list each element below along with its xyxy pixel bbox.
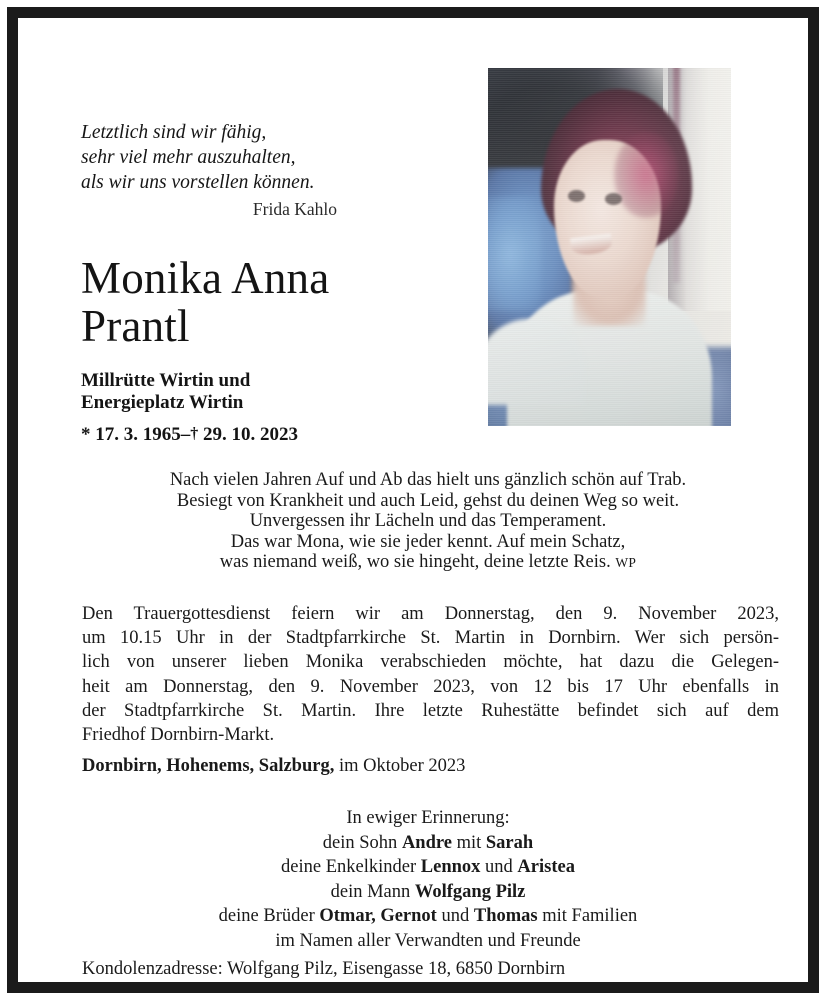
- poem-line-4: Das war Mona, wie sie jeder kennt. Auf mein Schatz,: [230, 531, 626, 552]
- family-entry-son: [78, 831, 778, 856]
- deceased-first-names: Monika Anna: [81, 253, 330, 303]
- service-info-line-3: lich von unserer lieben Monika verabschieden möchte, hat dazu die Gelegen-: [82, 652, 779, 673]
- service-info-line-2: um 10.15 Uhr in der Stadtpfarrkirche St. Martin in Dornbirn. Wer sich persön-: [82, 628, 779, 649]
- surviving-family-block: [78, 806, 778, 953]
- death-notice-frame: [7, 7, 819, 993]
- birth-symbol: *: [81, 424, 91, 445]
- mourning-date: im Oktober 2023: [338, 756, 466, 776]
- deceased-name: [81, 254, 481, 350]
- poem-line-5-wrap: [78, 552, 778, 574]
- service-info-line-5: der Stadtpfarrkirche St. Martin. Ihre letzte Ruhestätte befindet sich auf dem: [82, 700, 779, 721]
- deceased-subtitle-line-2: Energieplatz Wirtin: [81, 391, 244, 413]
- deceased-subtitle: [81, 370, 481, 413]
- family-name-sarah: Sarah: [485, 832, 534, 853]
- family-relation-brothers: deine Brüder: [218, 906, 320, 926]
- quote-line-2: sehr viel mehr auszuhalten,: [81, 147, 296, 168]
- family-relation-grandchildren: deine Enkelkinder: [281, 857, 421, 877]
- deceased-last-name: Prantl: [81, 301, 190, 351]
- condolence-address: Kondolenzadresse: Wolfgang Pilz, Eisengasse 18, 6850 Dornbirn: [82, 959, 566, 979]
- family-entry-brothers: [78, 904, 778, 929]
- death-date: 29. 10. 2023: [203, 424, 298, 445]
- family-footer: im Namen aller Verwandten und Freunde: [275, 930, 581, 951]
- family-conj-grandchildren: und: [480, 857, 518, 877]
- portrait-photo: [488, 68, 731, 426]
- family-relation-husband: dein Mann: [330, 881, 415, 902]
- family-name-lennox: Lennox: [420, 857, 481, 877]
- life-dates: [81, 424, 298, 446]
- service-info-line-4: heit am Donnerstag, den 9. November 2023, von 12 bis 17 Uhr ebenfalls in: [82, 676, 779, 697]
- family-relation-son: dein Sohn: [322, 832, 402, 853]
- family-name-andre: Andre: [401, 832, 452, 853]
- family-heading: In ewiger Erinnerung:: [346, 808, 510, 828]
- poem-line-3: Unvergessen ihr Lächeln und das Temperament.: [249, 511, 607, 532]
- quote-line-3: als wir uns vorstellen können.: [81, 172, 315, 193]
- poem-line-1: Nach vielen Jahren Auf und Ab das hielt uns gänzlich schön auf Trab.: [169, 470, 687, 490]
- family-name-thomas: Thomas: [473, 906, 538, 926]
- poem-signature: WP: [615, 555, 637, 571]
- place-and-date-line: [82, 756, 465, 777]
- family-conj-son: mit: [451, 832, 486, 853]
- poem-line-2: Besiegt von Krankheit und auch Leid, gehst du deinen Weg so weit.: [176, 490, 680, 511]
- service-info-line-1: Den Trauergottesdienst feiern wir am Donnerstag, den 9. November 2023,: [82, 604, 779, 624]
- photo-scanline-overlay: [488, 68, 731, 426]
- birth-date: 17. 3. 1965: [95, 424, 181, 445]
- family-name-otmar-gernot: Otmar, Gernot: [319, 906, 437, 926]
- family-brothers-suffix: mit Familien: [537, 906, 638, 926]
- death-notice-body: [18, 18, 808, 982]
- family-name-wolfgang-pilz: Wolfgang Pilz: [414, 881, 526, 902]
- quote-line-1: Letztlich sind wir fähig,: [81, 122, 267, 143]
- funeral-service-info: [82, 602, 779, 747]
- family-name-aristea: Aristea: [517, 857, 575, 877]
- date-separator: –: [180, 424, 191, 445]
- family-entry-husband: [78, 880, 778, 905]
- portrait-photo-canvas: [488, 68, 731, 426]
- memorial-quote: [81, 120, 411, 195]
- quote-author: Frida Kahlo: [252, 199, 337, 219]
- service-info-line-6: Friedhof Dornbirn-Markt.: [82, 725, 275, 746]
- family-conj-brothers: und: [436, 906, 474, 926]
- memorial-poem: [78, 470, 778, 574]
- deceased-subtitle-line-1: Millrütte Wirtin und: [81, 370, 251, 391]
- death-symbol: †: [190, 425, 199, 442]
- family-entry-grandchildren: [78, 855, 778, 880]
- mourning-places: Dornbirn, Hohenems, Salzburg,: [82, 756, 335, 776]
- poem-line-5: was niemand weiß, wo sie hingeht, deine letzte Reis.: [219, 552, 611, 573]
